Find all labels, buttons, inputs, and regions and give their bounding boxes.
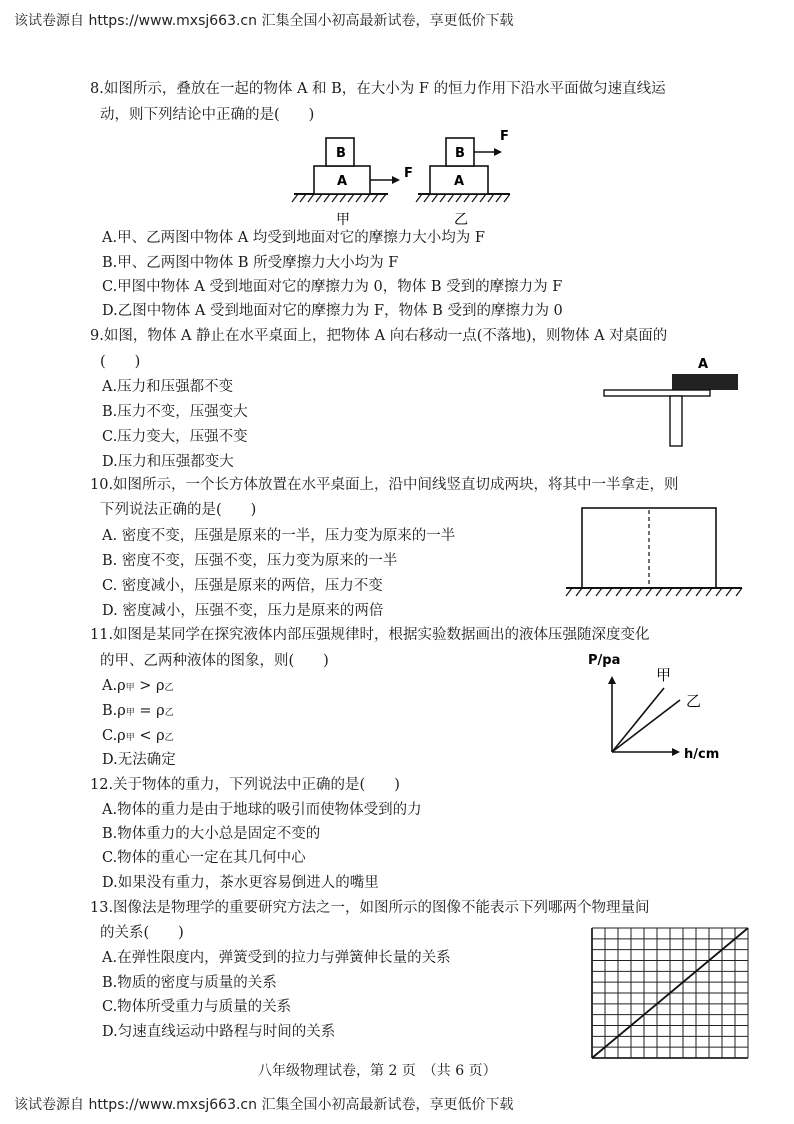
q9-block-label: A: [698, 357, 709, 372]
q11-option-c: C.ρ甲 < ρ乙: [102, 728, 174, 744]
q11-x-axis-label: h/cm: [684, 747, 720, 762]
q8-stem-line2: 动，则下列结论中正确的是( ): [100, 107, 315, 123]
q8-option-b: B.甲、乙两图中物体 B 所受摩擦力大小均为 F: [102, 255, 399, 271]
q10-stem-line2: 下列说法正确的是( ): [100, 502, 257, 518]
q11-option-a: A.ρ甲 > ρ乙: [102, 678, 174, 694]
fig-jia: [292, 138, 413, 228]
q8-figure: [288, 126, 528, 232]
q10-option-c: C. 密度减小，压强是原来的两倍，压力不变: [102, 578, 383, 594]
q9-option-a: A.压力和压强都不变: [102, 379, 234, 395]
q13-option-a: A.在弹性限度内，弹簧受到的拉力与弹簧伸长量的关系: [102, 950, 451, 966]
q13-option-b: B.物质的密度与质量的关系: [102, 975, 277, 991]
jia-box-a-label: A: [337, 174, 348, 189]
yi-box-a-label: A: [454, 174, 465, 189]
q8-option-d: D.乙图中物体 A 受到地面对它的摩擦力为 F，物体 B 受到的摩擦力为 0: [102, 303, 563, 319]
q10-option-a: A. 密度不变，压强是原来的一半，压力变为原来的一半: [102, 528, 456, 544]
q10-stem-line1: 10.如图所示，一个长方体放置在水平桌面上，沿中间线竖直切成两块，将其中一半拿走，则: [90, 477, 679, 493]
q11-stem-line2: 的甲、乙两种液体的图象，则( ): [100, 653, 329, 669]
q13-option-c: C.物体所受重力与质量的关系: [102, 999, 292, 1015]
yi-force-label: F: [500, 129, 509, 144]
jia-caption: 甲: [336, 212, 350, 228]
q9-figure: [600, 350, 750, 450]
q12-option-a: A.物体的重力是由于地球的吸引而使物体受到的力: [102, 802, 422, 818]
q11-option-d: D.无法确定: [102, 752, 176, 768]
page-footer: 八年级物理试卷，第 2 页 （共 6 页）: [258, 1063, 497, 1079]
q8-option-a: A.甲、乙两图中物体 A 均受到地面对它的摩擦力大小均为 F: [102, 230, 485, 246]
fig-yi: [416, 129, 510, 228]
q12-stem-line1: 12.关于物体的重力，下列说法中正确的是( ): [90, 777, 400, 793]
q11-stem-line1: 11.如图是某同学在探究液体内部压强规律时，根据实验数据画出的液体压强随深度变化: [90, 627, 650, 643]
q11-line-yi: [612, 700, 680, 752]
q12-option-c: C.物体的重心一定在其几何中心: [102, 850, 306, 866]
source-header: 该试卷源自 https://www.mxsj663.cn 汇集全国小初高最新试卷，享更低价下载: [14, 13, 514, 29]
q8-option-c: C.甲图中物体 A 受到地面对它的摩擦力为 0，物体 B 受到的摩擦力为 F: [102, 279, 563, 295]
jia-force-label: F: [404, 166, 413, 181]
q13-stem-line1: 13.图像法是物理学的重要研究方法之一，如图所示的图像不能表示下列哪两个物理量间: [90, 900, 650, 916]
q10-option-b: B. 密度不变，压强不变，压力变为原来的一半: [102, 553, 398, 569]
jia-box-b-label: B: [336, 146, 346, 161]
q12-option-d: D.如果没有重力，茶水更容易倒进人的嘴里: [102, 875, 379, 891]
q11-line-jia: [612, 688, 664, 752]
q11-option-b: B.ρ甲 = ρ乙: [102, 703, 174, 719]
q9-option-c: C.压力变大，压强不变: [102, 429, 248, 445]
source-footer: 该试卷源自 https://www.mxsj663.cn 汇集全国小初高最新试卷，享更低价下载: [14, 1097, 514, 1113]
q13-grid-figure: [586, 924, 750, 1060]
q9-stem-line2: ( ): [100, 354, 141, 370]
q11-line-yi-label: 乙: [686, 692, 702, 710]
q10-option-d: D. 密度减小，压强不变，压力是原来的两倍: [102, 603, 384, 619]
yi-caption: 乙: [454, 212, 468, 228]
q12-option-b: B.物体重力的大小总是固定不变的: [102, 826, 321, 842]
q13-stem-line2: 的关系( ): [100, 925, 184, 941]
q11-figure: [588, 648, 748, 766]
q9-option-b: B.压力不变，压强变大: [102, 404, 248, 420]
q9-stem-line1: 9.如图，物体 A 静止在水平桌面上，把物体 A 向右移动一点(不落地)，则物体 A 对桌面的: [90, 328, 668, 344]
q8-stem-line1: 8.如图所示，叠放在一起的物体 A 和 B，在大小为 F 的恒力作用下沿水平面做匀速直线运: [90, 81, 666, 97]
q13-option-d: D.匀速直线运动中路程与时间的关系: [102, 1024, 336, 1040]
q11-y-axis-label: P/pa: [588, 653, 621, 668]
yi-box-b-label: B: [455, 146, 465, 161]
q11-line-jia-label: 甲: [656, 666, 672, 684]
q9-option-d: D.压力和压强都变大: [102, 454, 234, 470]
q10-figure: [560, 504, 746, 604]
